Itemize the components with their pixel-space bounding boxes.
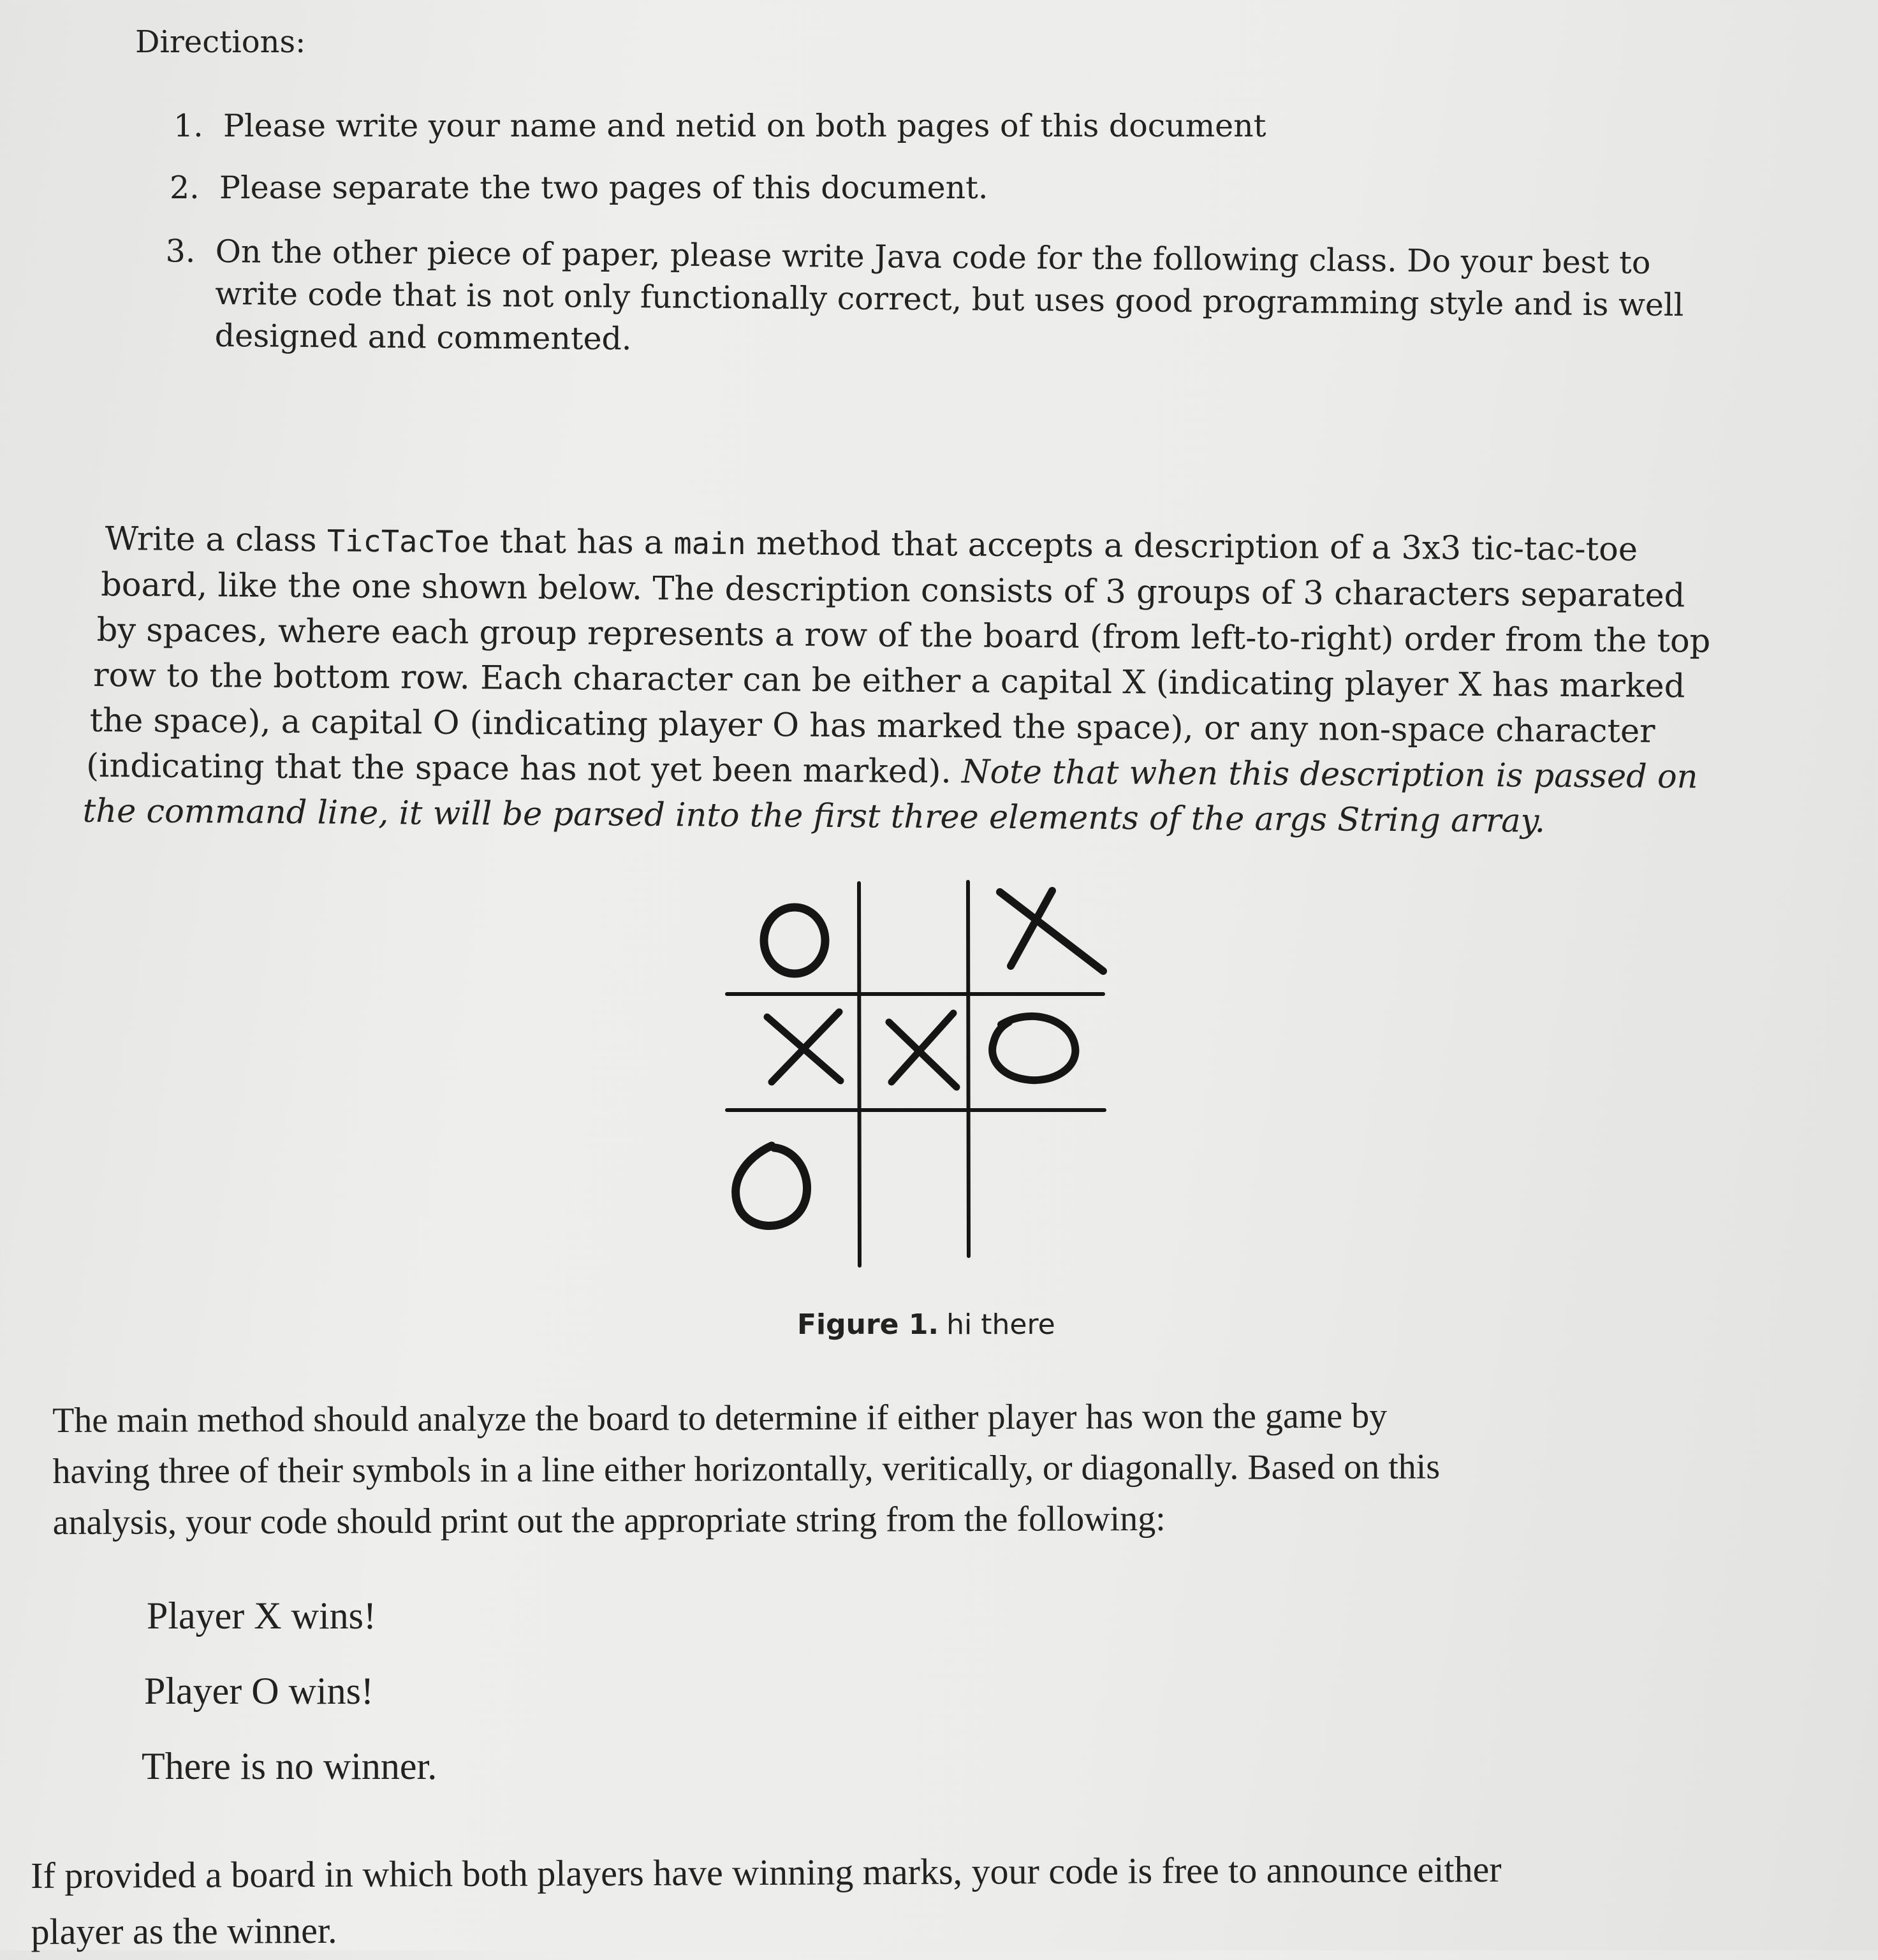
item-text-line: write code that is not only functionally correct, but uses good programming style and is well <box>215 275 1684 324</box>
text-run: that has a <box>489 523 674 562</box>
method-name-code: main <box>673 526 746 562</box>
mark-o-r3c1 <box>736 1146 807 1226</box>
tictactoe-board <box>721 877 1129 1272</box>
item-number: 1. <box>173 108 203 144</box>
figure-label: Figure 1. <box>797 1308 939 1341</box>
direction-item-3 <box>165 231 1684 369</box>
text-run: method that accepts a description of a 3x3 tic-tac-toe <box>745 525 1638 569</box>
item-text-line: On the other piece of paper, please write Java code for the following class. Do your best to <box>215 233 1651 281</box>
item-text: Please separate the two pages of this document. <box>219 170 988 206</box>
analysis-line: having three of their symbols in a line either horizontally, veritically, or diagonally. Based on this <box>52 1447 1441 1491</box>
mark-o-r1c1 <box>764 907 825 974</box>
problem-paragraph <box>82 516 1712 845</box>
note-text: Note that when this description is passed on <box>961 753 1698 796</box>
grid-line-vertical-2 <box>968 882 969 1256</box>
closing-line: player as the winner. <box>31 1909 337 1952</box>
closing-paragraph <box>31 1841 1502 1960</box>
closing-line: If provided a board in which both players have winning marks, your code is free to announce either <box>31 1848 1502 1896</box>
problem-line-7: the command line, it will be parsed into the first three elements of the args String array. <box>82 792 1546 840</box>
text-run: (indicating that the space has not yet been marked). <box>86 747 962 791</box>
direction-item-1 <box>173 105 1266 147</box>
text-run: Write a class <box>105 520 328 560</box>
direction-item-2 <box>170 167 988 209</box>
analysis-paragraph <box>52 1390 1440 1548</box>
item-text: Please write your name and netid on both pages of this document <box>223 108 1266 144</box>
output-no-winner: There is no winner. <box>142 1745 437 1787</box>
problem-line: the space), a capital O (indicating player O has marked the space), or any non-space character <box>89 701 1655 750</box>
mark-o-r2c3 <box>992 1016 1075 1080</box>
item-number: 2. <box>170 170 200 206</box>
problem-line: row to the bottom row. Each character can be either a capital X (indicating player X has marked <box>93 656 1685 706</box>
problem-line: by spaces, where each group represents a row of the board (from left-to-right) order from the top <box>96 611 1711 661</box>
analysis-line: analysis, your code should print out the appropriate string from the following: <box>52 1498 1166 1542</box>
output-player-x-wins: Player X wins! <box>147 1595 376 1637</box>
analysis-line: The main method should analyze the board to determine if either player has won the game by <box>52 1396 1388 1440</box>
item-number: 3. <box>165 233 196 270</box>
mark-x-r2c2 <box>889 1013 957 1087</box>
figure-caption <box>797 1308 1055 1341</box>
output-player-o-wins: Player O wins! <box>144 1670 374 1712</box>
mark-x-r2c1 <box>767 1012 840 1082</box>
class-name-code: TicTacToe <box>326 523 490 560</box>
item-text-line: designed and commented. <box>214 317 632 358</box>
directions-heading: Directions: <box>135 24 306 60</box>
grid-line-vertical-1 <box>859 883 860 1266</box>
problem-line: board, like the one shown below. The description consists of 3 groups of 3 characters separated <box>101 566 1685 615</box>
mark-x-r1c3 <box>1000 891 1103 971</box>
figure-caption-text: hi there <box>946 1308 1055 1341</box>
